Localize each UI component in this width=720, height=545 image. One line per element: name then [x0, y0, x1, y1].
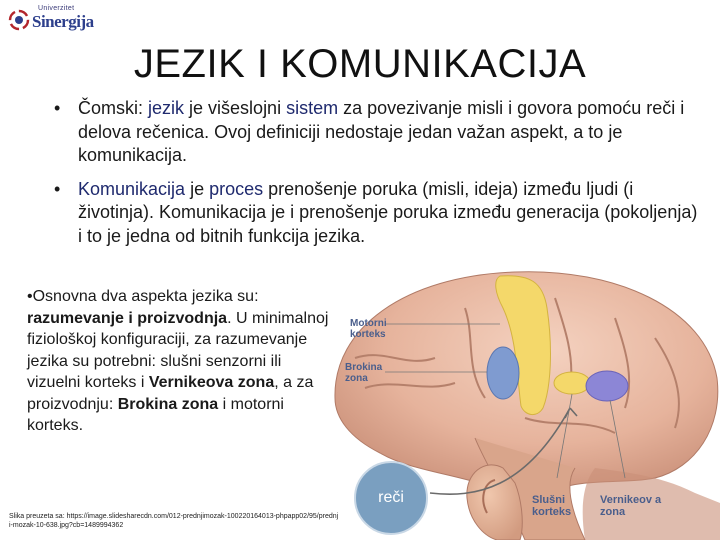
logo-subtitle: Univerzitet — [38, 5, 75, 12]
aspects-text-part: i motorni korteks. — [27, 395, 284, 434]
bullet-text: za povezivanje misli i govora pomoću reči i delova rečenica. Ovoj definiciji nedostaje jedan važan aspekt, a to je komunikacija. — [78, 98, 685, 165]
aspects-text-part: •Osnovna dva aspekta jezika su: — [27, 288, 259, 305]
image-source-note: Slika preuzeta sa: https://image.slidesharecdn.com/012-prednjimozak-100220164013-phpapp02/95/prednji-mozak-10-638.jpg?cb=1489994362 — [9, 513, 339, 529]
label-motor-cortex: Motorni korteks — [350, 318, 387, 340]
bullet-text: je — [185, 178, 210, 199]
slide-title: JEZIK I KOMUNIKACIJA — [133, 42, 587, 86]
reci-label: reči — [378, 489, 404, 506]
broca-area-region — [487, 347, 519, 399]
wernicke-area-region — [586, 371, 628, 401]
logo-name: Sinergija — [32, 12, 94, 31]
label-wernicke-area: Vernikeov a zona — [600, 494, 662, 518]
reci-circle — [354, 461, 428, 535]
aspects-bold-understanding: razumevanje i proizvodnja — [27, 309, 228, 327]
aspects-text — [27, 286, 332, 437]
keyword-komunikacija: Komunikacija — [78, 178, 186, 199]
bullet-marker: • — [54, 98, 61, 118]
university-logo — [6, 5, 96, 31]
label-broca-area: Brokina zona — [345, 362, 383, 384]
aspects-bold-broca: Brokina zona — [117, 395, 219, 413]
bullet-list — [54, 97, 704, 258]
bullet-chomsky — [54, 97, 704, 168]
aspects-text-part: . U minimalnoj fiziološkoj konfiguraciji, za razumevanje jezika su potrebni: slušni senzorni ili vizuelni korteks i — [27, 309, 329, 391]
aspects-text-part: , a za proizvodnju: — [27, 374, 314, 413]
logo-emblem-icon — [8, 9, 30, 31]
bullet-text: prenošenje poruka (misli, ideja) između ljudi (i životinja). Komunikacija je i prenošenje poruka između generacija (pokoljenja) i to je jedna od bitnih funkcija jezika. — [78, 178, 698, 246]
keyword-sistem: sistem — [286, 98, 339, 118]
label-auditory-cortex: Slušni korteks — [532, 494, 572, 518]
aspects-bold-wernicke: Vernikeova zona — [148, 374, 275, 391]
auditory-cortex-region — [554, 372, 590, 394]
bullet-text: Čomski: — [78, 98, 149, 118]
keyword-jezik: jezik — [148, 98, 185, 118]
bullet-text: je višeslojni — [184, 98, 287, 118]
bullet-marker: • — [54, 178, 61, 199]
bullet-komunikacija — [54, 178, 704, 249]
keyword-proces: proces — [209, 178, 264, 199]
